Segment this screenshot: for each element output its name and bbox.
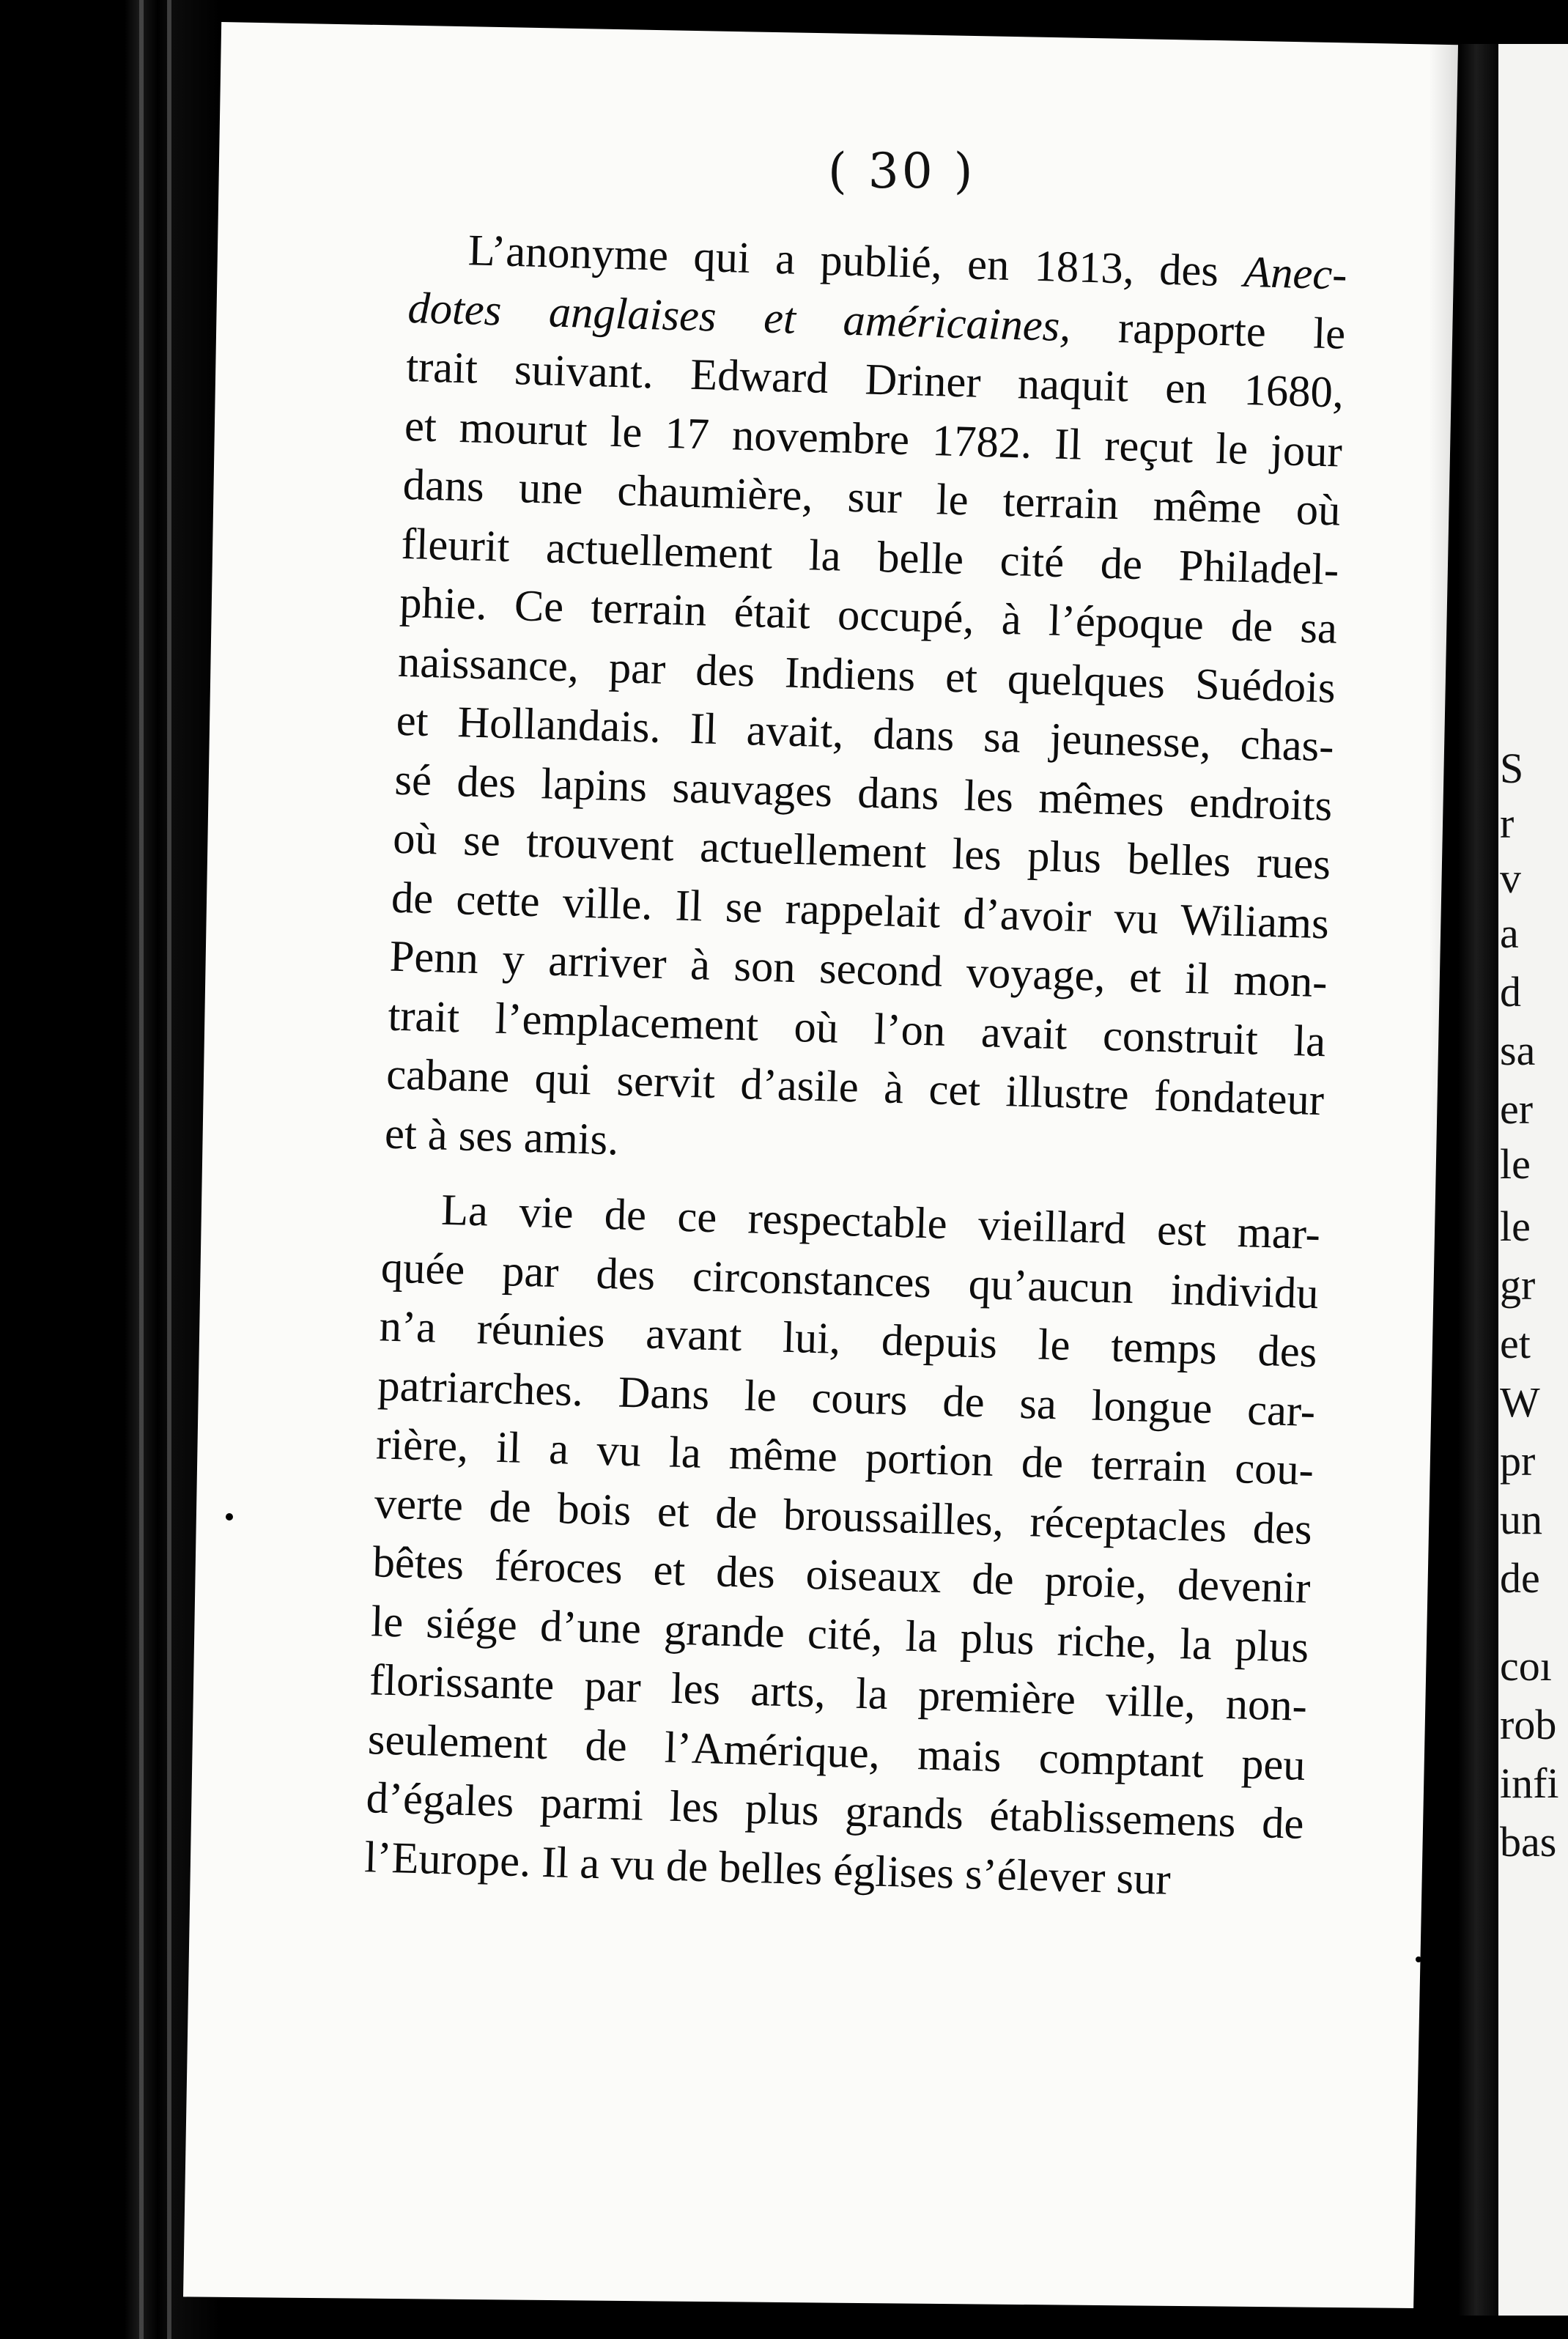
text-run: seulement de l’Amérique, mais comptant peu: [367, 1714, 1306, 1790]
facing-page-fragment: [1498, 44, 1568, 2316]
text-run: patriarches. Dans le cours de sa longue car-: [377, 1360, 1317, 1436]
spine-edge-line: [139, 0, 144, 2339]
text-run: L’anonyme qui a publié, en 1813, des: [467, 226, 1245, 297]
text-run: verte de bois et de broussailles, réceptacles des: [374, 1478, 1313, 1554]
text-run: trait l’emplacement où l’on avait construit la: [387, 991, 1327, 1066]
ink-speck: [1416, 1956, 1421, 1962]
text-run: rière, il a vu la même portion de terrain cou-: [375, 1419, 1314, 1496]
text-run: fleurit actuellement la belle cité de Philadel-: [400, 519, 1340, 595]
text-run: d’égales parmi les plus grands établissemens de: [365, 1773, 1305, 1849]
text-run: et Hollandais. Il avait, dans sa jeunesse, chas-: [395, 695, 1335, 772]
text-run: le siége d’une grande cité, la plus riche, la plus: [370, 1596, 1310, 1672]
page-text: [363, 220, 1347, 1913]
text-run: florissante par les arts, la première ville, non-: [369, 1655, 1308, 1731]
facing-page-text: et: [1500, 1320, 1531, 1367]
facing-page-gutter: [1458, 44, 1504, 2316]
facing-page-text: er: [1500, 1085, 1534, 1133]
ink-speck: [226, 1513, 233, 1520]
facing-page-text: S: [1500, 744, 1524, 792]
text-run: Penn y arriver à son second voyage, et il mon-: [388, 931, 1328, 1008]
text-run: phie. Ce terrain était occupé, à l’époque de sa: [399, 577, 1338, 654]
text-run: naissance, par des Indiens et quelques Suédois: [397, 637, 1336, 712]
facing-page-text: infi: [1500, 1759, 1559, 1807]
facing-page-text: sa: [1500, 1027, 1536, 1074]
text-run: La vie de ce respectable vieillard est mar-: [440, 1185, 1321, 1260]
text-run: où se trouvent actuellement les plus belles rues: [392, 813, 1331, 890]
italic-text: Anec-: [1243, 247, 1348, 300]
facing-page-text: gr: [1500, 1261, 1536, 1309]
facing-page-text: W: [1500, 1378, 1540, 1426]
text-run: de cette ville. Il se rappelait d’avoir vu Wiliams: [391, 873, 1330, 948]
spine-edge-line: [167, 0, 171, 2339]
facing-page-text: de: [1500, 1554, 1540, 1602]
text-run: dans une chaumière, sur le terrain même où: [402, 459, 1342, 536]
text-run: n’a réunies avant lui, depuis le temps des: [378, 1301, 1318, 1378]
facing-page-text: rob: [1500, 1701, 1557, 1748]
facing-page-text: a: [1500, 909, 1519, 957]
text-run: et à ses amis.: [384, 1109, 620, 1164]
text-run: l’Europe. Il a vu de belles églises s’élever sur: [363, 1832, 1172, 1904]
facing-page-text: pr: [1500, 1437, 1536, 1485]
text-run: quée par des circonstances qu’aucun individu: [380, 1242, 1320, 1318]
facing-page-text: le: [1500, 1140, 1531, 1188]
page-number: ( 30 ): [828, 143, 976, 199]
facing-page-text: r: [1500, 799, 1515, 847]
text-run: et mourut le 17 novembre 1782. Il reçut le jour: [404, 401, 1343, 477]
facing-page-text: d: [1500, 968, 1521, 1016]
facing-page-text: un: [1500, 1496, 1542, 1543]
text-run: cabane qui servit d’asile à cet illustre fondateur: [385, 1049, 1325, 1126]
facing-page-text: coı: [1500, 1642, 1552, 1690]
text-run: trait suivant. Edward Driner naquit en 1680,: [405, 341, 1345, 418]
text-run: sé des lapins sauvages dans les mêmes endroits: [393, 755, 1334, 830]
paragraph: [363, 1179, 1320, 1913]
text-run: rapporte le: [1070, 301, 1347, 359]
facing-page-text: bas: [1500, 1818, 1557, 1866]
text-run: bêtes féroces et des oiseaux de proie, devenir: [371, 1537, 1312, 1614]
paragraph: [384, 220, 1347, 1189]
facing-page-text: v: [1500, 854, 1521, 902]
facing-page-text: le: [1500, 1202, 1531, 1250]
page-shadow: [1429, 22, 1458, 2308]
italic-text: dotes anglaises et américaines,: [407, 283, 1072, 351]
